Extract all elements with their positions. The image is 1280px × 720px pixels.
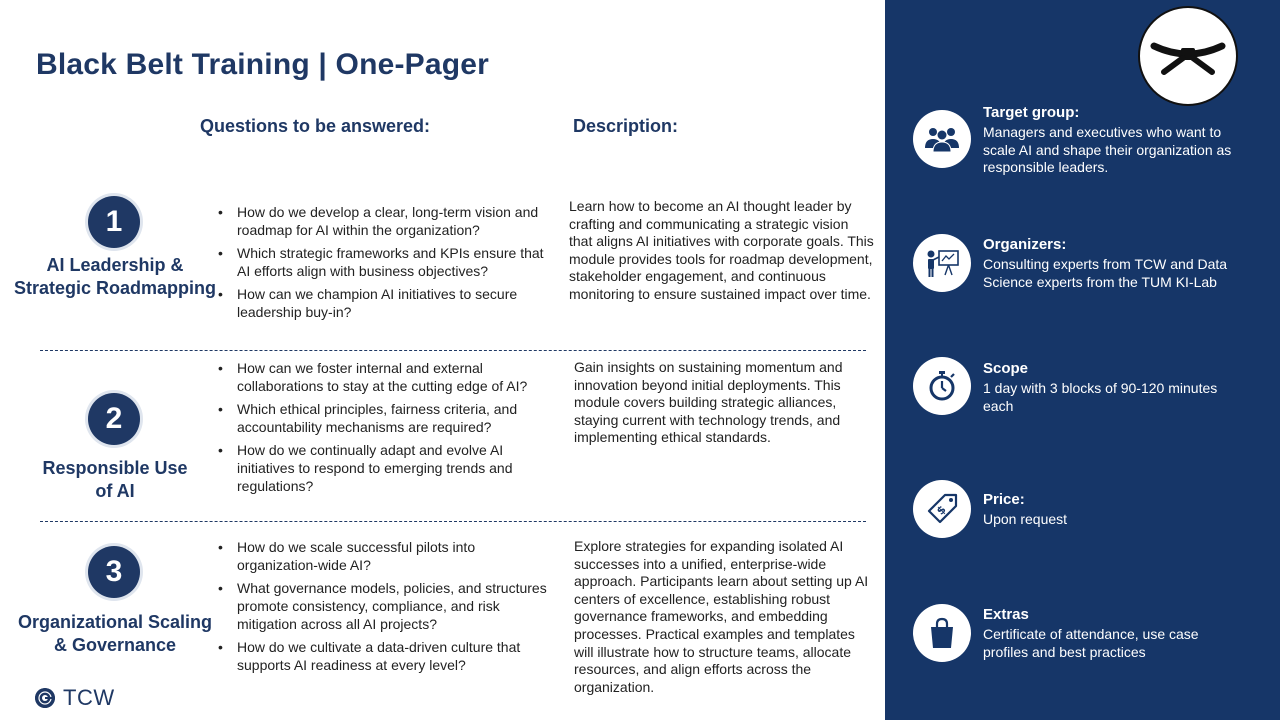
extras-text: Certificate of attendance, use case profiles and best practices [983,626,1199,660]
list-item: • How do we develop a clear, long-term vision and roadmap for AI within the organization? [218,203,548,239]
list-item: • Which strategic frameworks and KPIs ensure that AI efforts align with business objectives? [218,244,548,280]
svg-text:$: $ [934,503,949,518]
list-item: • Which ethical principles, fairness criteria, and accountability mechanisms are required? [218,400,548,436]
divider [40,350,866,351]
list-item: • How do we continually adapt and evolve AI initiatives to respond to emerging trends and regulations? [218,441,548,495]
price-text: Upon request [983,511,1068,527]
module-2-name-line1: Responsible Use [42,458,188,478]
list-item: • How do we scale successful pilots into organization-wide AI? [218,538,548,574]
tcw-logo-icon [35,688,55,708]
module-1-questions [218,203,548,326]
module-1-name [0,254,230,300]
module-3-name-line2: & Governance [53,635,177,655]
page-title: Black Belt Training | One-Pager [36,48,490,81]
module-2-number: 2 [88,393,140,445]
list-item: • What governance models, policies, and structures promote consistency, compliance, and risk mitigation across all AI projects? [218,579,548,633]
black-belt-icon [1138,6,1238,106]
module-3-name [0,611,230,657]
module-2-description: Gain insights on sustaining momentum and innovation beyond initial deployments. This module covers building strategic alliances, staying current with technology trends, and implementing ethical standards. [574,359,843,446]
target-group-title: Target group: [983,104,1080,121]
tcw-logo [35,685,115,711]
extras-title: Extras [983,606,1029,623]
module-2-questions [218,359,548,500]
module-3-questions [218,538,548,679]
logo-text: TCW [63,685,115,710]
module-1-name-line1: AI Leadership & [46,255,184,275]
module-1-description: Learn how to become an AI thought leader by crafting and communicating a strategic vision that aligns AI initiatives with corporate goals. This module provides tools for roadmap development, stakeholder engagement, and continuous monitoring to ensure sustained impact over time. [569,198,874,302]
organizers-text: Consulting experts from TCW and Data Science experts from the TUM KI-Lab [983,256,1228,290]
price-tag-icon [913,480,971,538]
module-1-number: 1 [88,196,140,248]
list-item: • How do we cultivate a data-driven culture that supports AI readiness at every level? [218,638,548,674]
divider [40,521,866,522]
price-title: Price: [983,491,1025,508]
shopping-bag-icon [913,604,971,662]
scope-text: 1 day with 3 blocks of 90-120 minutes each [983,380,1218,414]
list-item: • How can we champion AI initiatives to secure leadership buy-in? [218,285,548,321]
presenter-icon [913,234,971,292]
organizers-title: Organizers: [983,236,1067,253]
module-3-name-line1: Organizational Scaling [17,612,213,632]
module-3-number: 3 [88,546,140,598]
stopwatch-icon [913,357,971,415]
module-2-name-line2: of AI [95,481,135,501]
scope-title: Scope [983,360,1029,377]
module-1-name-line2: Strategic Roadmapping [13,278,217,298]
module-3-description: Explore strategies for expanding isolated AI successes into a unified, enterprise-wide approach. Participants learn about setting up AI centers of excellence, establishing robust governance frameworks, and embedding processes. Practical examples and templates will illustrate how to structure teams, allocate resources, and align efforts across the organization. [574,538,869,695]
list-item: • How can we foster internal and external collaborations to stay at the cutting edge of AI? [218,359,548,395]
module-2-name [0,457,230,503]
target-group-text: Managers and executives who want to scale AI and shape their organization as responsible leaders. [983,124,1232,175]
description-heading: Description: [573,116,679,136]
questions-heading: Questions to be answered: [200,116,431,136]
group-icon [913,110,971,168]
